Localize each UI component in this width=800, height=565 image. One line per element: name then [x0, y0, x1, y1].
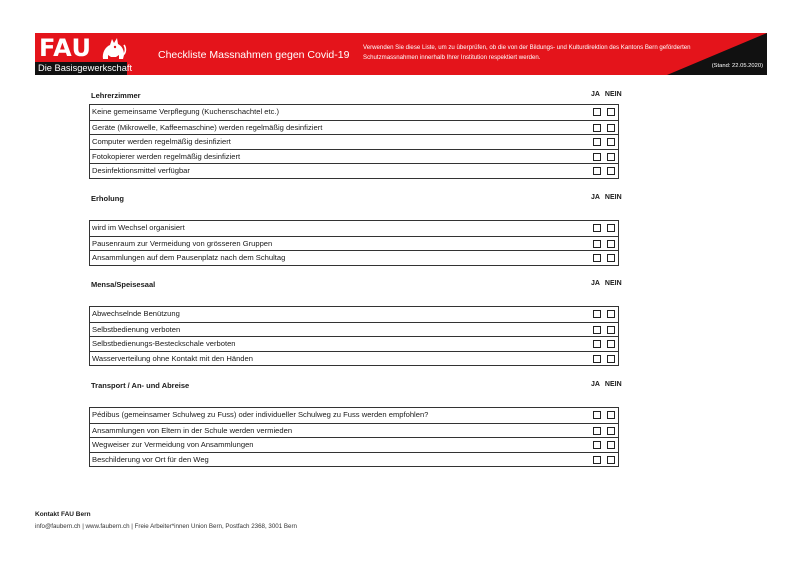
checklist-row	[90, 105, 618, 120]
checkbox-nein[interactable]	[607, 326, 615, 334]
column-ja: JA	[591, 91, 600, 98]
section-title: Transport / An- und Abreise	[91, 381, 190, 390]
column-nein: NEIN	[604, 194, 622, 201]
column-ja: JA	[591, 194, 600, 201]
checklist-row	[90, 149, 618, 164]
row-label: Abwechselnde Benützung	[92, 309, 180, 318]
checklist-row	[90, 250, 618, 265]
checkbox-ja[interactable]	[593, 355, 601, 363]
checklist-table	[89, 104, 619, 179]
checkbox-ja[interactable]	[593, 153, 601, 161]
checkbox-nein[interactable]	[607, 427, 615, 435]
column-ja: JA	[591, 280, 600, 287]
checkbox-ja[interactable]	[593, 138, 601, 146]
row-label: Fotokopierer werden regelmäßig desinfiziert	[92, 151, 241, 161]
checkbox-nein[interactable]	[607, 411, 615, 419]
section-columns	[591, 194, 622, 201]
checkbox-ja[interactable]	[593, 340, 601, 348]
checklist-row	[90, 236, 618, 251]
checklist-table	[89, 220, 619, 266]
checkbox-ja[interactable]	[593, 326, 601, 334]
checklist-table	[89, 306, 619, 366]
column-ja: JA	[591, 381, 600, 388]
checklist-row	[90, 134, 618, 149]
row-label: Selbstbedienungs-Besteckschale verboten	[92, 339, 236, 348]
row-label: Pédibus (gemeinsamer Schulweg zu Fuss) oder individueller Schulweg zu Fuss werden empfohlen?	[92, 410, 429, 419]
section-columns	[591, 280, 622, 287]
checklist-row	[90, 322, 618, 337]
header-banner	[35, 33, 767, 75]
checklist-row	[90, 336, 618, 351]
checkbox-nein[interactable]	[607, 340, 615, 348]
checkbox-ja[interactable]	[593, 427, 601, 435]
checkbox-nein[interactable]	[607, 310, 615, 318]
checkbox-ja[interactable]	[593, 254, 601, 262]
checkbox-ja[interactable]	[593, 224, 601, 232]
checklist-row	[90, 351, 618, 366]
footer-info: info@faubern.ch | www.faubern.ch | Freie Arbeiter*innen Union Bern, Postfach 2368, 3001 Bern	[35, 523, 297, 530]
section-header	[89, 91, 622, 103]
checklist-row	[90, 163, 618, 178]
row-label: Selbstbedienung verboten	[92, 324, 181, 334]
checkbox-ja[interactable]	[593, 108, 601, 116]
section-lehrerzimmer	[89, 91, 622, 175]
checklist-row	[90, 452, 618, 467]
row-label: Ansammlungen von Eltern in der Schule werden vermieden	[92, 425, 293, 435]
section-columns	[591, 381, 622, 388]
row-label: Pausenraum zur Vermeidung von grösseren Gruppen	[92, 238, 273, 248]
row-label: wird im Wechsel organisiert	[92, 223, 185, 232]
checkbox-ja[interactable]	[593, 124, 601, 132]
checkbox-ja[interactable]	[593, 456, 601, 464]
checklist-row	[90, 221, 618, 236]
document-title: Checkliste Massnahmen gegen Covid-19	[158, 49, 350, 61]
row-label: Desinfektionsmittel verfügbar	[92, 166, 190, 175]
row-label: Wegweiser zur Vermeidung von Ansammlungen	[92, 440, 254, 449]
section-header	[89, 280, 622, 292]
checkbox-nein[interactable]	[607, 355, 615, 363]
footer-title: Kontakt FAU Bern	[35, 511, 91, 518]
checkbox-nein[interactable]	[607, 456, 615, 464]
row-label: Ansammlungen auf dem Pausenplatz nach dem Schultag	[92, 253, 286, 262]
checklist-row	[90, 408, 618, 423]
logo-subtitle: Die Basisgewerkschaft	[35, 62, 127, 75]
checkbox-ja[interactable]	[593, 167, 601, 175]
checkbox-nein[interactable]	[607, 240, 615, 248]
section-columns	[591, 91, 622, 98]
section-header	[89, 381, 622, 393]
checklist-row	[90, 307, 618, 322]
section-title: Lehrerzimmer	[91, 91, 141, 100]
column-nein: NEIN	[604, 381, 622, 388]
section-title: Erholung	[91, 194, 124, 203]
checklist-row	[90, 120, 618, 135]
section-title: Mensa/Speisesaal	[91, 280, 156, 289]
checkbox-nein[interactable]	[607, 138, 615, 146]
checkbox-nein[interactable]	[607, 254, 615, 262]
checklist-table	[89, 407, 619, 467]
checkbox-nein[interactable]	[607, 224, 615, 232]
row-label: Wasserverteilung ohne Kontakt mit den Händen	[92, 353, 253, 363]
checkbox-nein[interactable]	[607, 153, 615, 161]
black-cat-icon	[99, 35, 127, 61]
row-label: Beschilderung vor Ort für den Weg	[92, 454, 209, 464]
fau-logo	[35, 33, 133, 75]
document-date: (Stand: 22.05.2020)	[711, 63, 763, 69]
column-nein: NEIN	[604, 280, 622, 287]
checkbox-nein[interactable]	[607, 167, 615, 175]
section-mensa	[89, 280, 622, 363]
logo-text: FAU	[39, 34, 92, 62]
checklist-row	[90, 423, 618, 438]
footer-contact	[35, 511, 297, 530]
checkbox-nein[interactable]	[607, 108, 615, 116]
row-label: Geräte (Mikrowelle, Kaffeemaschine) werden regelmäßig desinfiziert	[92, 122, 323, 132]
section-transport	[89, 381, 622, 464]
section-erholung	[89, 194, 622, 262]
row-label: Keine gemeinsame Verpflegung (Kuchenschachtel etc.)	[92, 107, 280, 116]
checklist-row	[90, 437, 618, 452]
checkbox-ja[interactable]	[593, 411, 601, 419]
checkbox-ja[interactable]	[593, 310, 601, 318]
checkbox-ja[interactable]	[593, 240, 601, 248]
column-nein: NEIN	[604, 91, 622, 98]
row-label: Computer werden regelmäßig desinfiziert	[92, 137, 231, 146]
section-header	[89, 194, 622, 206]
checkbox-nein[interactable]	[607, 124, 615, 132]
checkbox-nein[interactable]	[607, 441, 615, 449]
checkbox-ja[interactable]	[593, 441, 601, 449]
document-description: Verwenden Sie diese Liste, um zu überprüfen, ob die von der Bildungs- und Kulturdirektion des Kantons Bern geförderten Schutzmassnahmen innerhalb Ihrer Institution respektiert werden.	[363, 44, 691, 61]
